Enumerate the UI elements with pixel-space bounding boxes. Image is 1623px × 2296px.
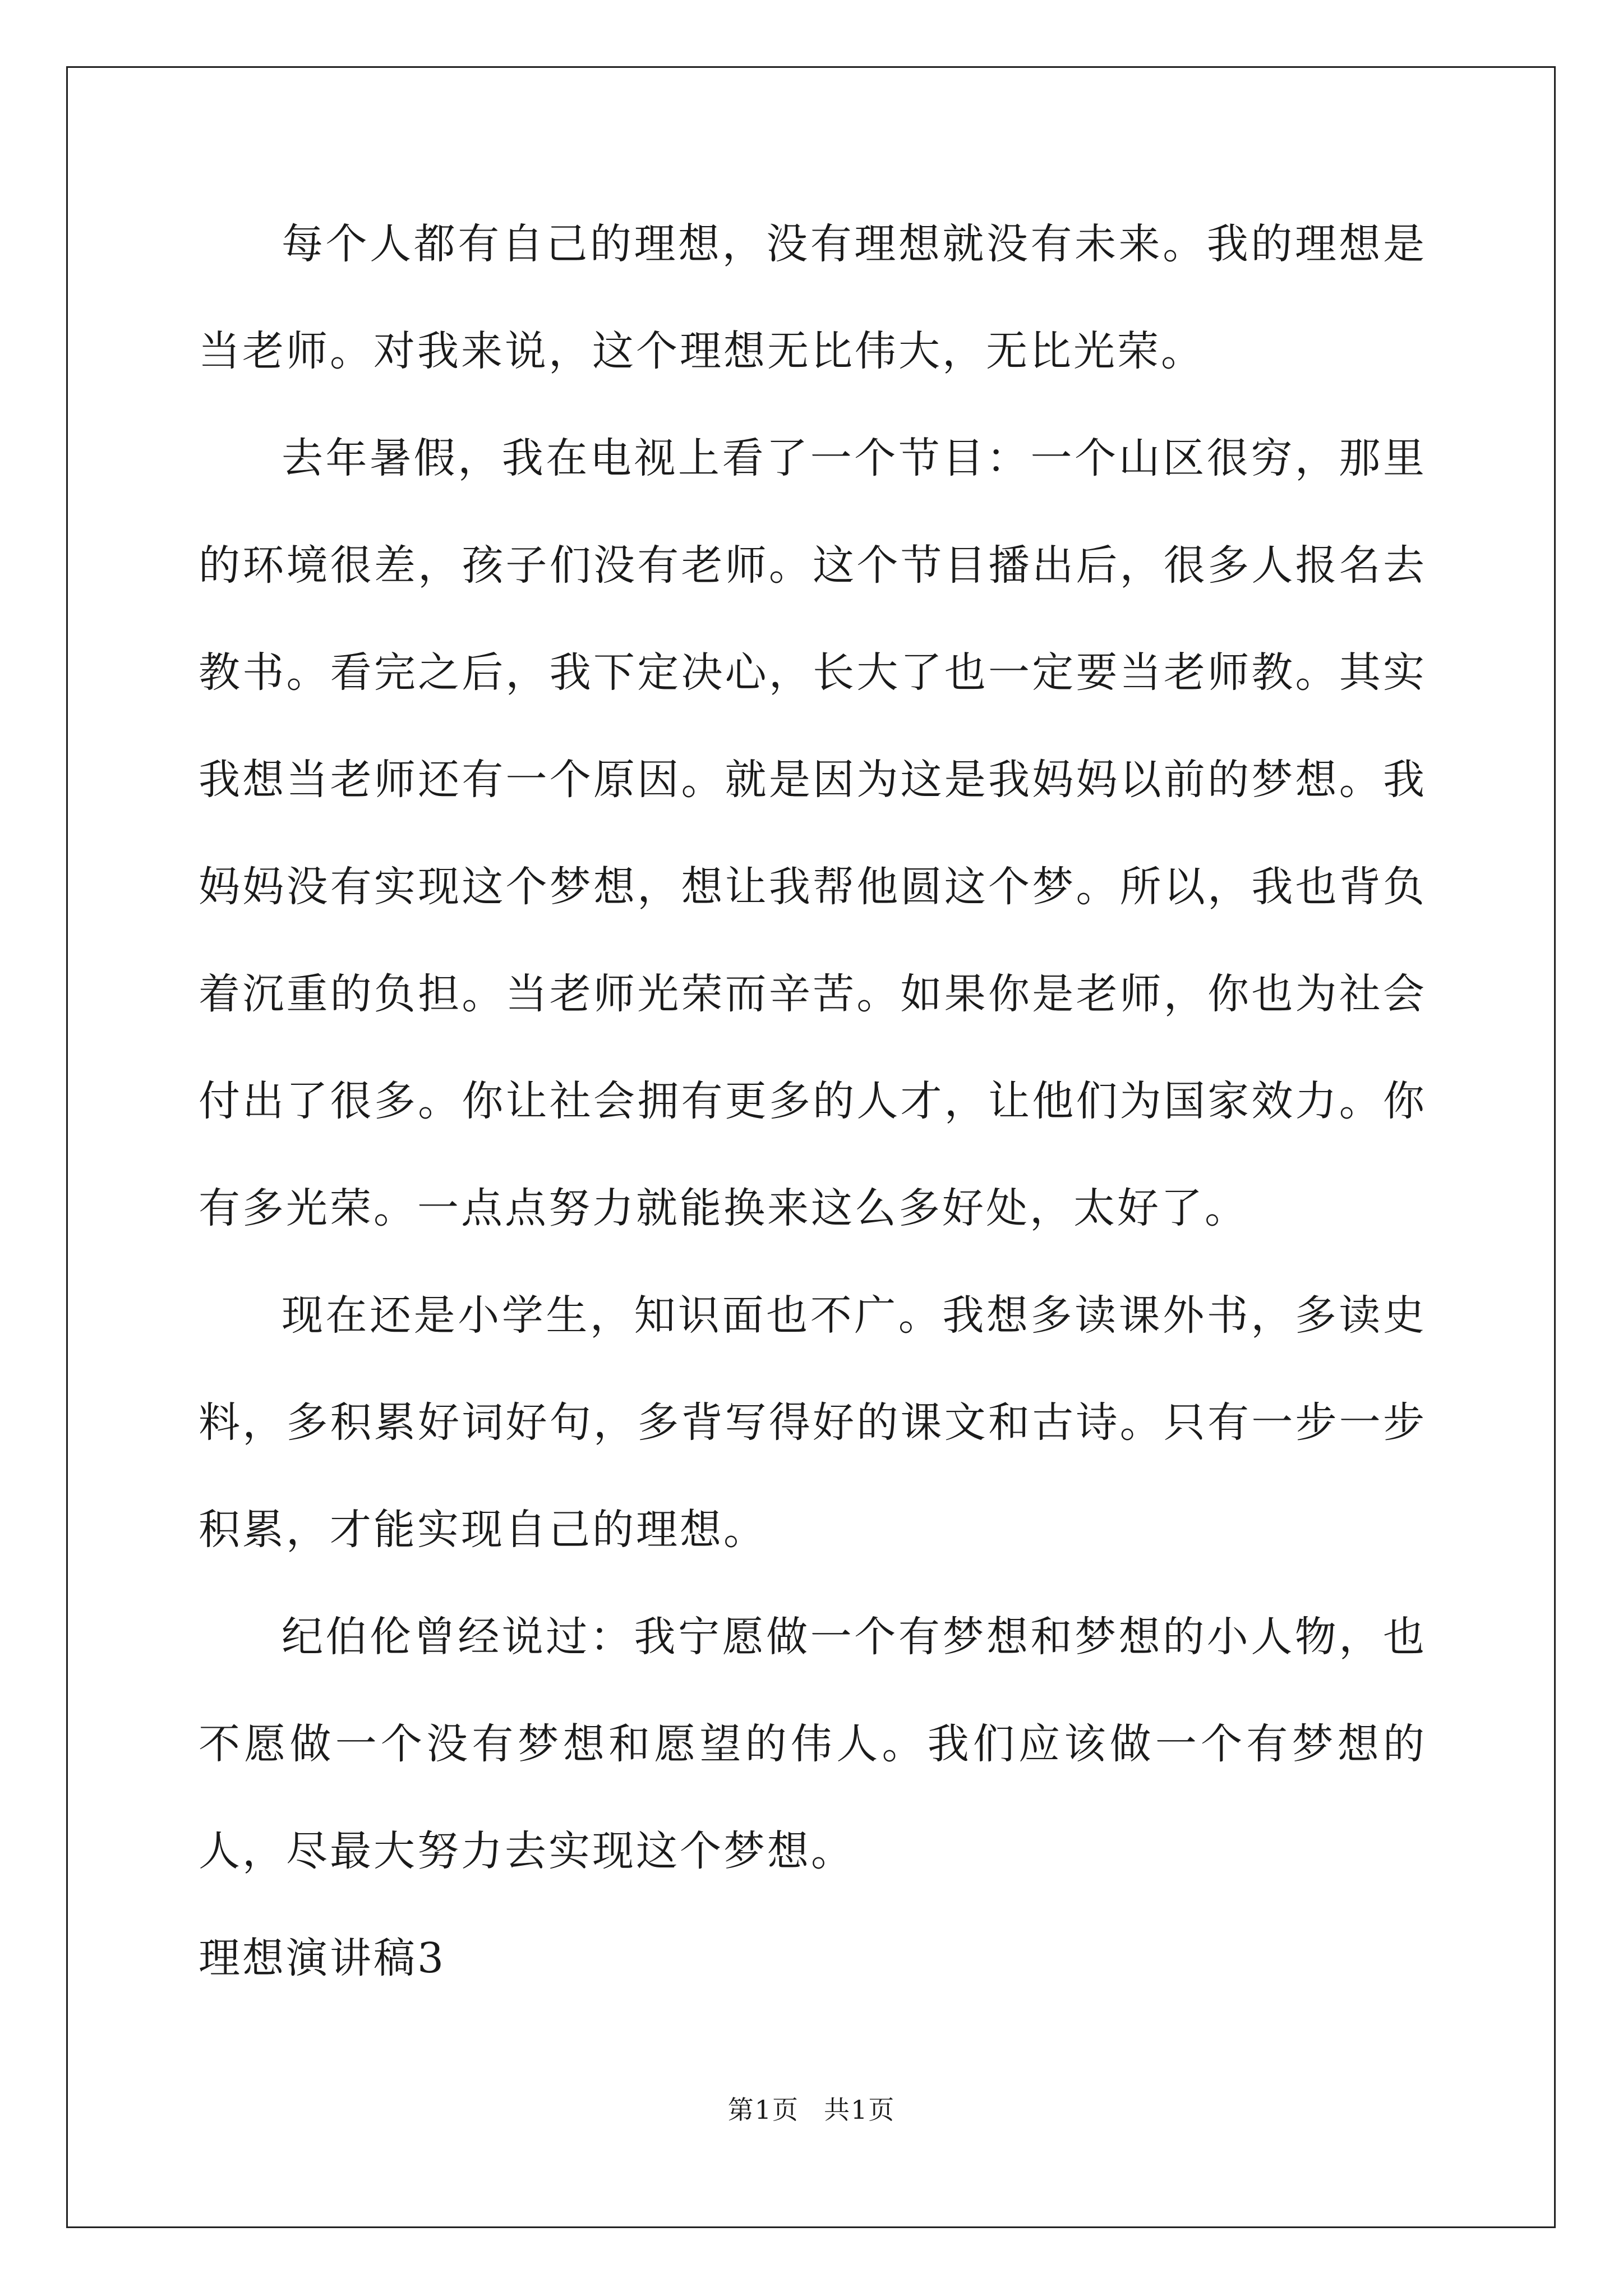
paragraph-3: 现在还是小学生，知识面也不广。我想多读课外书，多读史料，多积累好词好句，多背写得好的课文和古诗。只有一步一步积累，才能实现自己的理想。 bbox=[199, 1291, 1427, 1554]
paragraph-2: 去年暑假，我在电视上看了一个节目：一个山区很穷，那里的环境很差，孩子们没有老师。这个节目播出后，很多人报名去教书。看完之后，我下定决心，长大了也一定要当老师教。其实我想当老师还有一个原因。就是因为这是我妈妈以前的梦想。我妈妈没有实现这个梦想，想让我帮他圆这个梦。所以，我也背负着沉重的负担。当老师光荣而辛苦。如果你是老师，你也为社会付出了很多。你让社会拥有更多的人才，让他们为国家效力。你有多光荣。一点点努力就能换来这么多好处，太好了。 bbox=[199, 434, 1427, 1232]
paragraph-1: 每个人都有自己的理想，没有理想就没有未来。我的理想是当老师。对我来说，这个理想无比伟大，无比光荣。 bbox=[199, 220, 1427, 375]
section-heading: 理想演讲稿3 bbox=[199, 1934, 446, 1982]
page-number-total: 共1页 bbox=[824, 2095, 896, 2125]
page-footer bbox=[0, 2090, 1623, 2127]
paragraph-4: 纪伯伦曾经说过：我宁愿做一个有梦想和梦想的小人物，也不愿做一个没有梦想和愿望的伟人。我们应该做一个有梦想的人，尽最大努力去实现这个梦想。 bbox=[199, 1613, 1427, 1875]
page-number-current: 第1页 bbox=[727, 2095, 799, 2125]
document-body bbox=[199, 191, 1427, 2012]
